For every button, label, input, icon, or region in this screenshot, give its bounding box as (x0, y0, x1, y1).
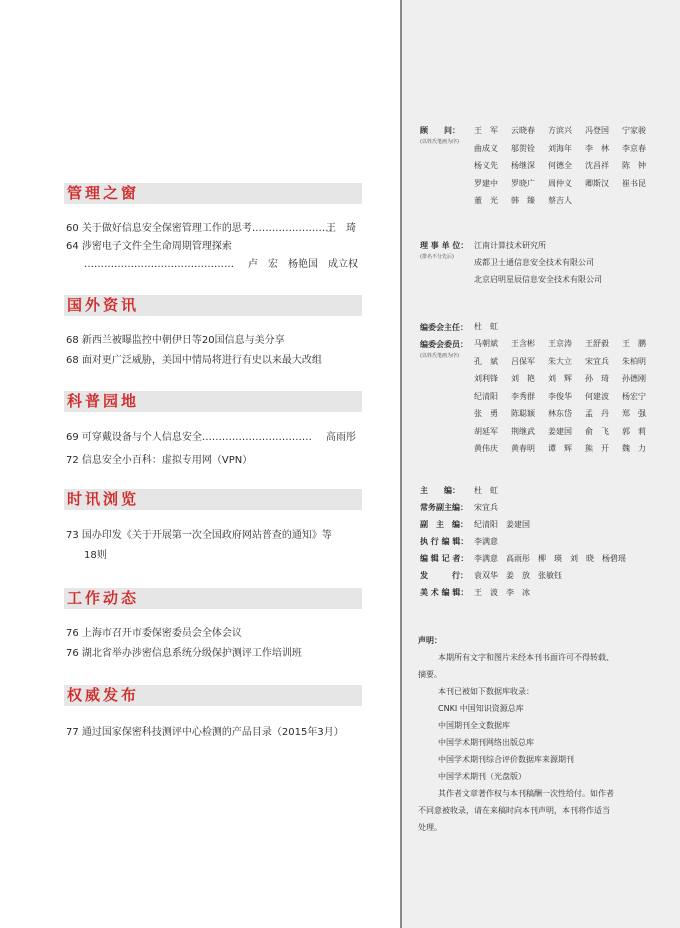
staff-list (420, 485, 626, 604)
toc-entry-continued: ……………………………………… 卢 宏 杨艳国 成立权 (84, 259, 358, 270)
advisors-row: 罗建中 罗晓广 周仲义 卿斯汉 崔书昆 (474, 178, 646, 188)
council-note: (排名不分先后) (420, 254, 454, 260)
database-item: 中国学术期刊（光盘版） (438, 772, 526, 781)
section-heading-foreign-news (64, 295, 362, 316)
database-item: 中国期刊全文数据库 (438, 721, 510, 730)
board-row: 纪清阳 李秀群 李俊华 何建波 杨宏宁 (474, 391, 646, 401)
toc-entry[interactable]: 72 信息安全小百科：虚拟专用网（VPN） (66, 455, 253, 466)
database-item: 中国学术期刊网络出版总库 (438, 738, 534, 747)
toc-entry[interactable]: 64 涉密电子文件全生命周期管理探索 (66, 241, 232, 252)
advisors-row: 董 光 韩 臻 蔡吉人 (474, 196, 572, 206)
toc-entry[interactable]: 77 通过国家保密科技测评中心检测的产品目录（2015年3月） (66, 727, 344, 738)
section-heading-text: 权威发布 (67, 686, 140, 704)
staff-row: 主 编： 杜 虹 (420, 486, 498, 495)
toc-entry[interactable]: 69 可穿戴设备与个人信息安全…………………………… 高雨彤 (66, 432, 356, 443)
section-heading-management (64, 183, 362, 204)
toc-entry[interactable]: 60 关于做好信息安全保密管理工作的思考…………………… 王 琦 (66, 223, 356, 234)
toc-entry[interactable]: 76 湖北省举办涉密信息系统分级保护测评工作培训班 (66, 648, 302, 659)
section-heading-popular-science (64, 391, 362, 412)
section-heading-work-updates (64, 588, 362, 609)
staff-row: 常务副主编： 宋宜兵 (420, 503, 498, 512)
board-members-note: (以姓氏笔画为序) (420, 353, 459, 359)
staff-row: 执 行 编 辑： 李满意 (420, 537, 498, 546)
toc-entry[interactable]: 73 国办印发《关于开展第一次全国政府网站普查的通知》等 18则 (66, 530, 332, 561)
section-heading-text: 科普园地 (67, 392, 140, 410)
board-row: 孔 斌 吕保军 朱大立 宋宜兵 朱柏明 (474, 356, 646, 366)
board-row: 刘利锋 刘 艳 刘 辉 孙 琦 孙德刚 (474, 374, 646, 384)
board-director-label: 编委会主任： (420, 323, 468, 332)
staff-row: 编 辑 记 者： 李满意 高雨彤 柳 瑛 刘 晓 杨碧瑶 (420, 554, 626, 563)
staff-row: 副 主 编： 纪清阳 姜建国 (420, 520, 530, 529)
section-heading-news-browse (64, 489, 362, 510)
advisors-label: 顾 问： (420, 126, 460, 135)
board-row: 胡延军 荆继武 姜建国 俞 飞 郭 莉 (474, 426, 646, 436)
board-members-label: 编委会委员： (420, 340, 468, 349)
database-item: CNKI 中国知识资源总库 (438, 704, 524, 713)
board-row: 黄伟庆 黄春明 谭 辉 熊 开 魏 力 (474, 444, 646, 454)
section-heading-text: 工作动态 (67, 589, 140, 607)
board-row: 马朝斌 王含彬 王京涛 王舒毅 王 鹏 (474, 339, 646, 349)
toc-entry[interactable]: 68 新西兰被曝监控中朝伊日等20国信息与美分享 (66, 335, 285, 346)
section-heading-text: 时讯浏览 (67, 490, 140, 508)
advisors-grid (474, 122, 664, 210)
advisors-row: 曲成义 邬贺铨 刘海年 李 林 李京春 (474, 143, 646, 153)
advisors-row: 杨义先 杨继深 何德全 沈昌祥 陈 钟 (474, 161, 646, 171)
database-item: 中国学术期刊综合评价数据库来源期刊 (438, 755, 574, 764)
council-units: 江南计算技术研究所 成都卫士通信息安全技术有限公司 北京启明星辰信息安全技术有限公司 (474, 241, 602, 284)
section-heading-authoritative-release (64, 685, 362, 706)
section-heading-text: 管理之窗 (67, 184, 140, 202)
toc-entry[interactable]: 68 面对更广泛威胁，美国中情局将进行有史以来最大改组 (66, 355, 322, 366)
board-row: 张 勇 陈聪颖 林东岱 孟 丹 郑 强 (474, 409, 646, 419)
advisors-row: 王 军 云晓春 方滨兴 冯登国 宁家骏 (474, 126, 646, 136)
board-director: 杜 虹 (474, 322, 498, 331)
council-label: 理 事 单 位： (420, 241, 469, 250)
board-members-grid (474, 335, 664, 458)
advisors-note: (以姓氏笔画为序) (420, 139, 459, 145)
declaration-title: 声明： (418, 636, 442, 645)
declaration: 声明： 本期所有文字和图片未经本刊书面许可不得转载、 摘要。 本刊已被如下数据库收录： CNKI 中国知识资源总库 中国期刊全文数据库 中国学术期刊网络出版总库 中国学术期刊综合评价数据库来源期刊 中国学术期刊（光盘版） 其作者文章著作权与本刊稿酬一次性给付。如作者 不同意被收录，请在来稿时向本刊声明，本刊将作适当 处理。 (418, 632, 658, 836)
staff-row: 发 行： 袁双华 姜 放 张敏钰 (420, 571, 562, 580)
staff-row: 美 术 编 辑： 王 波 李 冰 (420, 588, 530, 597)
toc-entry[interactable]: 76 上海市召开市委保密委员会全体会议 (66, 628, 242, 639)
section-heading-text: 国外资讯 (67, 296, 140, 314)
